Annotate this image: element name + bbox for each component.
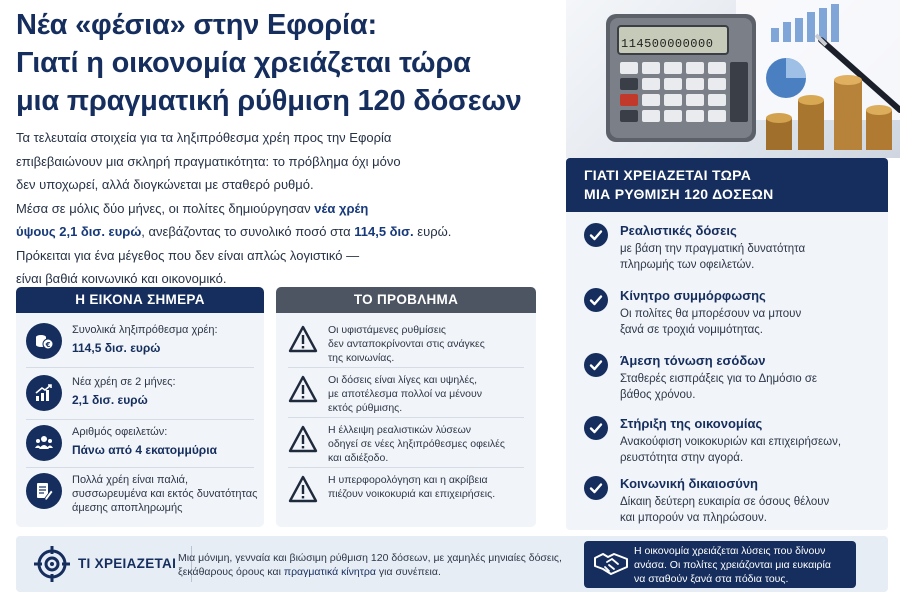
stat-value: 114,5 δισ. ευρώ [72,341,161,355]
why-item-desc: ρευστότητα στην αγορά. [620,452,744,464]
intro-text: , ανεβάζοντας το συνολικό ποσό στα [141,224,355,239]
stat-item [26,323,258,357]
coins-euro-icon [26,323,62,359]
stat-label: συσσωρευμένα και εκτός δυνατότητας [72,488,258,500]
people-icon [26,425,62,461]
problem-text: οδηγεί σε νέες ληξιπρόθεσμες οφειλές [328,438,505,450]
why-item-title: Άμεση τόνωση εσόδων [620,353,766,368]
handshake-icon [594,550,628,576]
warning-icon [288,475,318,503]
intro-line: Τα τελευταία στοιχεία για τα ληξιπρόθεσμα χρέη προς την Εφορία [16,130,392,145]
warning-icon [288,425,318,453]
stat-label: Συνολικά ληξιπρόθεσμα χρέη: [72,324,218,336]
headline-line-3: μια πραγματική ρύθμιση 120 δόσεων [16,85,522,117]
why-item-desc: Ανακούφιση νοικοκυριών και επιχειρήσεων, [620,436,842,448]
calculator-display: 114500000000 [621,37,714,51]
intro-highlight: νέα χρέη [314,200,369,216]
document-edit-icon [26,473,62,509]
why-panel [566,158,888,530]
intro-text: Μέσα σε μόλις δύο μήνες, οι πολίτες δημιούργησαν [16,200,315,216]
problem-item [288,323,528,365]
problem-panel-title: ΤΟ ΠΡΟΒΛΗΜΑ [276,287,536,313]
why-item-desc: με βάση την πραγματική δυνατότητα [620,243,806,255]
cta-text [634,544,831,586]
growth-chart-icon [26,375,62,411]
stat-value: Πάνω από 4 εκατομμύρια [72,443,217,457]
problem-text: της κοινωνίας. [328,352,395,364]
intro-line: είναι βαθιά κοινωνικό και οικονομικό. [16,271,227,286]
intro-text: ευρώ. [413,224,452,239]
why-item-desc: πληρωμής των οφειλετών. [620,259,755,271]
problem-text: με αποτέλεσμα πολλοί να μένουν [328,388,482,400]
why-item [584,416,879,466]
why-item-desc: ξανά σε τροχιά νομιμότητας. [620,324,763,336]
why-item [584,288,879,338]
problem-text: Η έλλειψη ρεαλιστικών λύσεων [328,424,472,436]
why-item-desc: Δίκαιη δεύτερη ευκαιρία σε όσους θέλουν [620,496,830,508]
intro-paragraph [16,126,561,291]
page-headline [16,6,576,120]
problem-text: Η υπερφορολόγηση και η ακρίβεια [328,474,488,486]
why-item [584,353,879,403]
why-item-title: Κοινωνική δικαιοσύνη [620,476,758,491]
intro-line: Πρόκειται για ένα μέγεθος που δεν είναι απλώς λογιστικό — [16,247,360,263]
why-item-title: Ρεαλιστικές δόσεις [620,223,737,238]
cta-line: Η οικονομία χρειάζεται λύσεις που δίνουν [634,545,826,557]
needs-bar [16,536,888,592]
needs-text-part: για συνέπεια. [375,566,441,578]
headline-line-1: Νέα «φέσια» στην Εφορία: [16,9,377,41]
why-item-desc: Σταθερές εισπράξεις για το Δημόσιο σε [620,373,818,385]
intro-line [16,220,561,244]
why-panel-header [566,158,888,212]
calculator-illustration [566,0,900,158]
stat-item [26,473,258,515]
stat-value: 2,1 δισ. ευρώ [72,393,148,407]
why-item-desc: Οι πολίτες θα μπορέσουν να μπουν [620,308,802,320]
stat-label: άμεσης αποπληρωμής [72,502,183,514]
why-title-line-1: ΓΙΑΤΙ ΧΡΕΙΑΖΕΤΑΙ ΤΩΡΑ [584,167,752,183]
check-circle-icon [584,288,608,312]
target-icon [34,546,70,582]
problem-text: δεν ανταποκρίνονται στις ανάγκες [328,338,485,350]
stat-item [26,425,258,459]
problem-item [288,373,528,415]
why-item-title: Κίνητρο συμμόρφωσης [620,288,766,303]
needs-text-part: ξεκάθαρους όρους και [178,566,284,578]
needs-line: Μια μόνιμη, γενναία και βιώσιμη ρύθμιση 120 δόσεων, με χαμηλές μηνιαίες δόσεις, [178,552,562,564]
check-circle-icon [584,353,608,377]
calculator-coins-photo [566,0,900,158]
divider [26,367,254,368]
why-item-desc: βάθος χρόνου. [620,389,696,401]
today-panel-title: Η ΕΙΚΟΝΑ ΣΗΜΕΡΑ [16,287,264,313]
today-panel [16,287,264,527]
problem-text: και αδιέξοδο. [328,452,389,464]
divider [26,467,254,468]
needs-text [178,551,578,579]
stat-label: Αριθμός οφειλετών: [72,426,168,438]
problem-text: πιέζουν νοικοκυριά και επιχειρήσεις. [328,488,496,500]
why-item [584,223,879,273]
problem-text: εκτός ρύθμισης. [328,402,403,414]
svg-text:€: € [45,341,51,349]
intro-line: επιβεβαιώνουν μια σκληρή πραγματικότητα: το πρόβλημα όχι μόνο [16,153,401,169]
cta-line: να σταθούν ξανά στα πόδια τους. [634,573,789,585]
needs-text-emphasis: πραγματικά κίνητρα [283,566,376,578]
why-item-desc: και μπορούν να πληρώσουν. [620,512,767,524]
divider [288,367,524,368]
problem-text: Οι υφιστάμενες ρυθμίσεις [328,324,446,336]
cta-line: ανάσα. Οι πολίτες χρειάζονται μια ευκαιρία [634,559,831,571]
intro-line: δεν υποχωρεί, αλλά διογκώνεται με σταθερό ρυθμό. [16,177,314,192]
warning-icon [288,375,318,403]
why-title-line-2: ΜΙΑ ΡΥΘΜΙΣΗ 120 ΔΟΣΕΩΝ [584,186,774,202]
divider [26,419,254,420]
divider [288,417,524,418]
stat-label: Πολλά χρέη είναι παλιά, [72,474,189,486]
headline-line-2: Γιατί η οικονομία χρειάζεται τώρα [16,47,471,79]
warning-icon [288,325,318,353]
divider [288,467,524,468]
check-circle-icon [584,476,608,500]
why-item-title: Στήριξη της οικονομίας [620,416,763,431]
problem-item [288,423,528,465]
check-circle-icon [584,416,608,440]
problem-item [288,473,528,501]
intro-line [16,197,561,221]
check-circle-icon [584,223,608,247]
problem-text: Οι δόσεις είναι λίγες και υψηλές, [328,374,478,386]
needs-line [178,565,578,579]
needs-label: ΤΙ ΧΡΕΙΑΖΕΤΑΙ [78,556,177,571]
why-item [584,476,879,526]
intro-highlight: 114,5 δισ. [354,224,414,239]
problem-panel [276,287,536,527]
stat-label: Νέα χρέη σε 2 μήνες: [72,376,176,388]
stat-item [26,375,258,409]
intro-highlight: ύψους 2,1 δισ. ευρώ [16,224,142,239]
